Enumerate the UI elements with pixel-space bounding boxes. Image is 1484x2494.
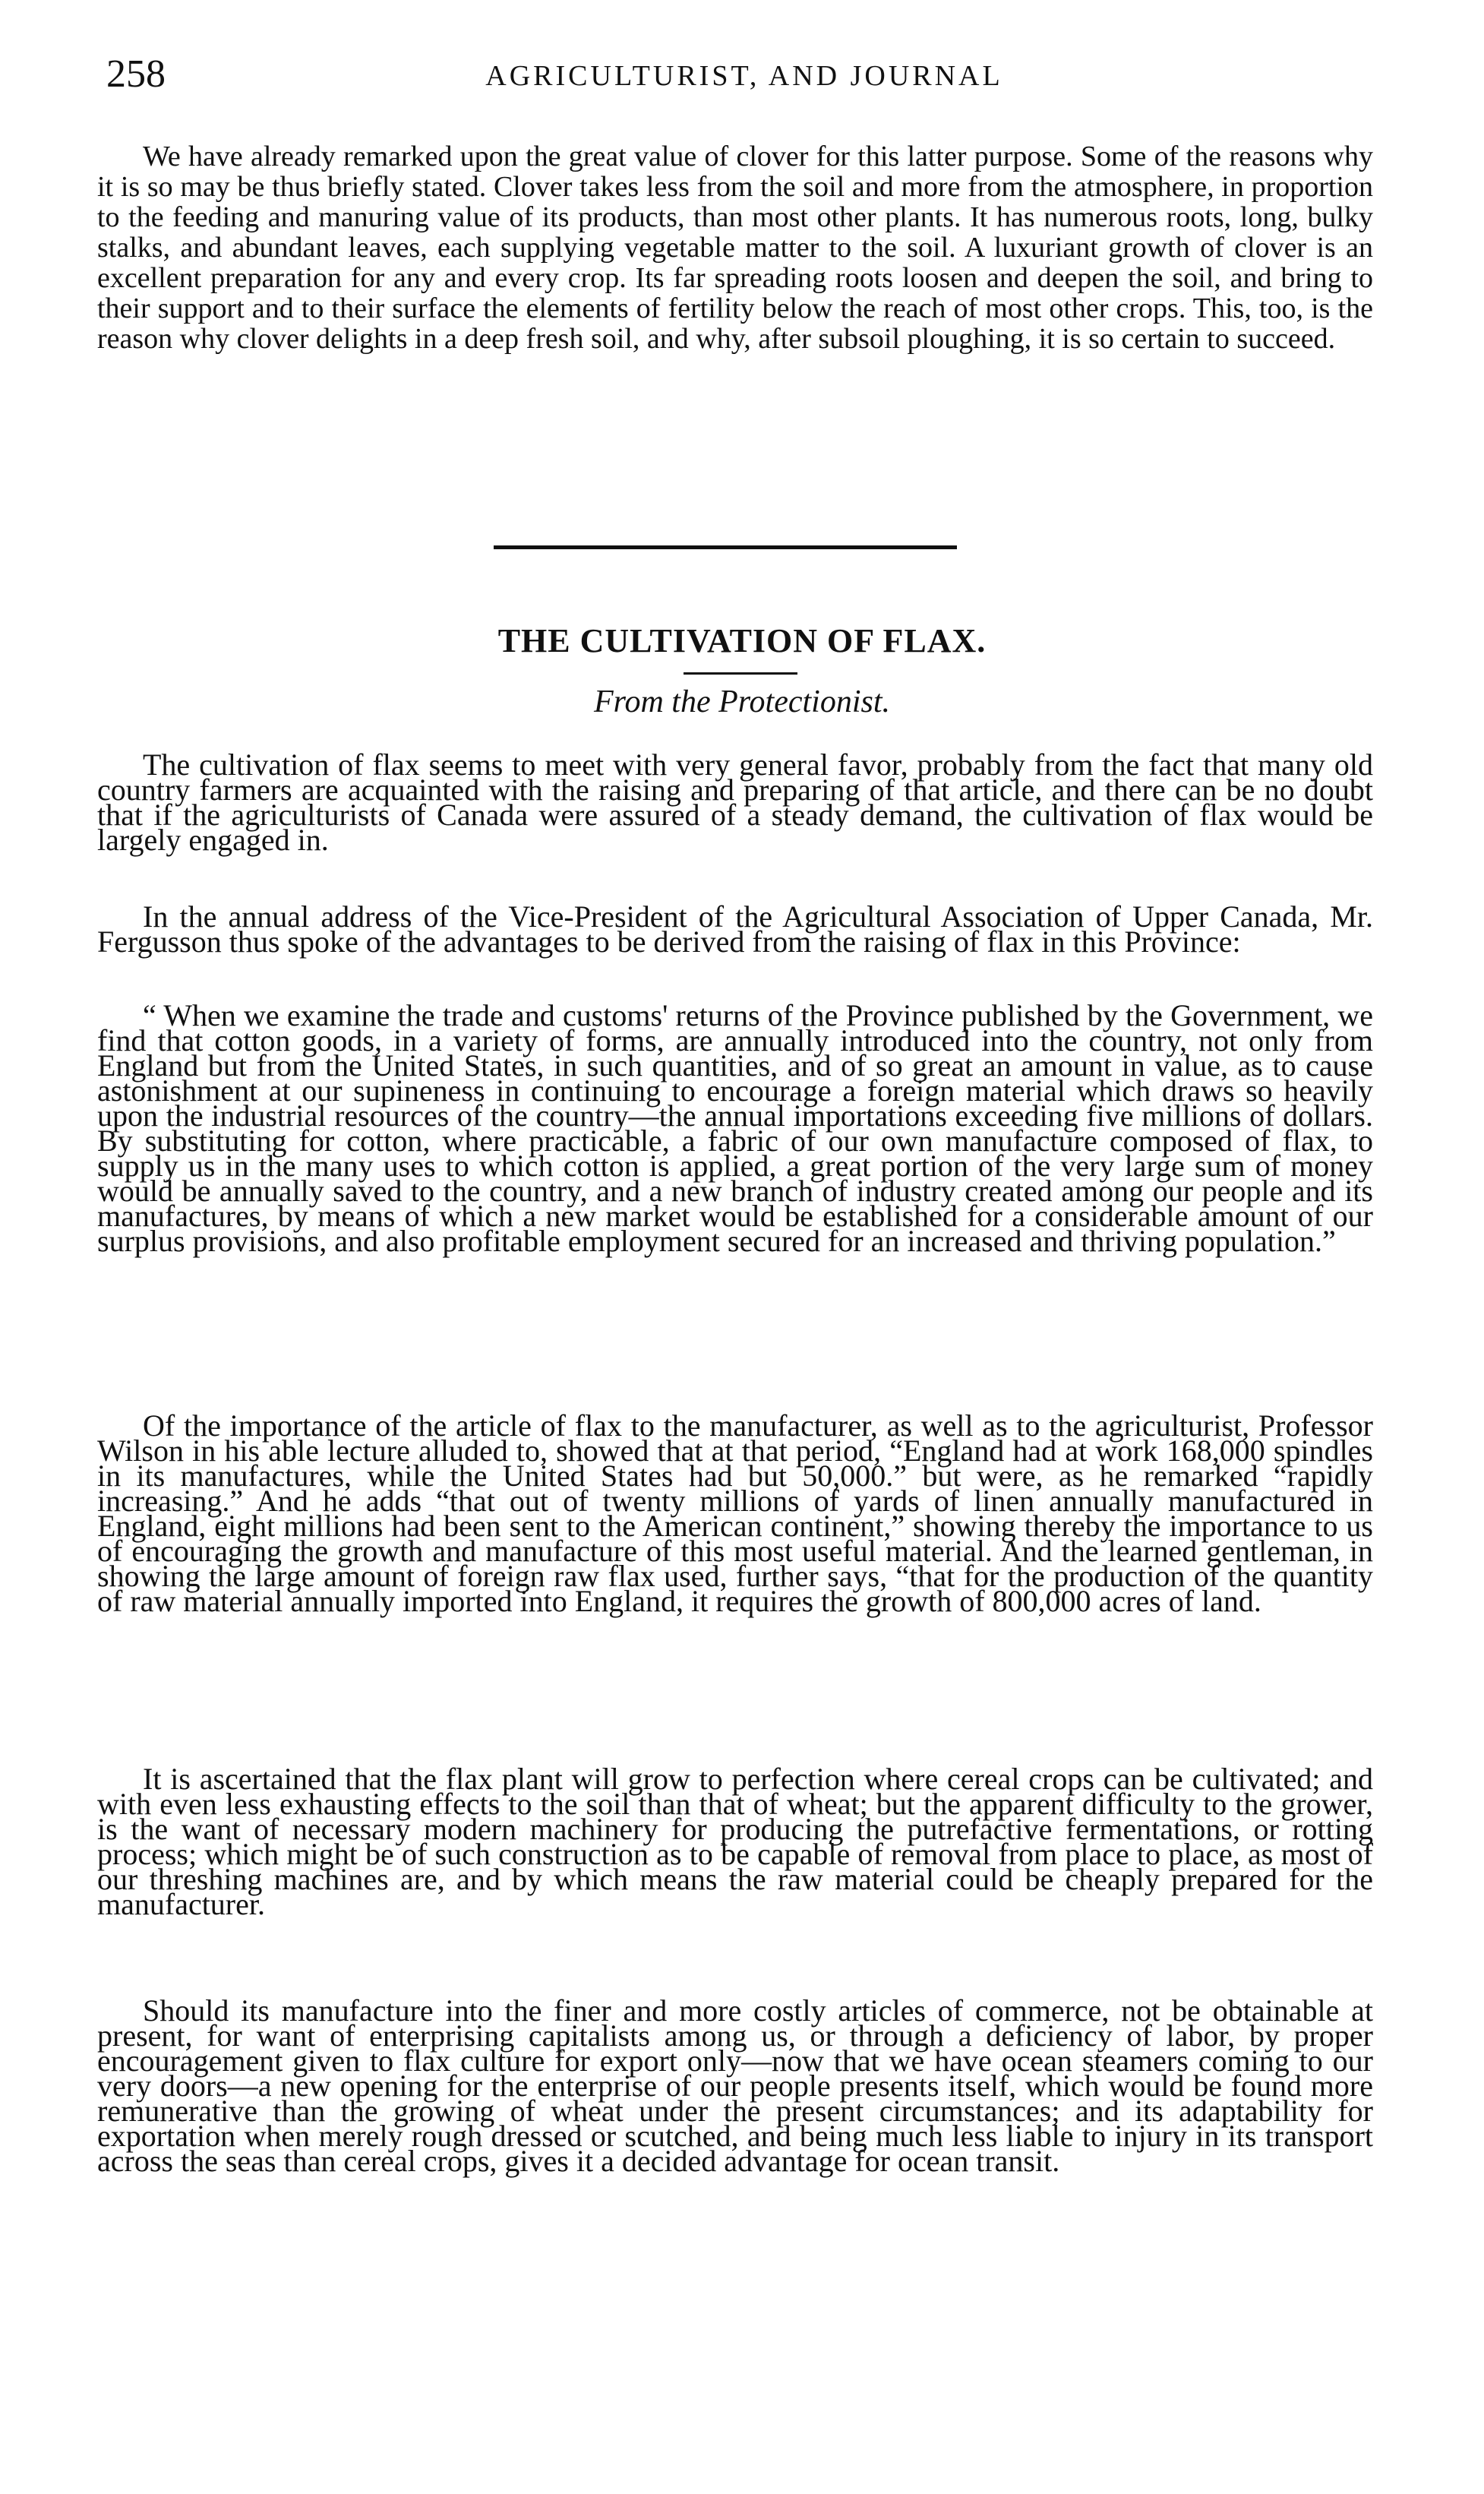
intro-paragraph: We have already remarked upon the great value of clover for this latter purpose. Some of the reasons why it is so may be thus briefly stated. Clover takes less from the soil and more from the atmosphere, in proportion to the feeding and manuring value of its products, than most other plants. It has numerous roots, long, bulky stalks, and abundant leaves, each supplying vegetable matter to the soil. A luxuriant growth of clover is an excellent preparation for any and every crop. Its far spreading roots loosen and deepen the soil, and bring to their support and to their surface the elements of fertility below the reach of most other crops. This, too, is the reason why clover delights in a deep fresh soil, and why, after subsoil ploughing, it is so certain to succeed.	[97, 141, 1373, 355]
article-quote-paragraph: “ When we examine the trade and customs' returns of the Province published by the Government, we find that cotton goods, in a variety of forms, are annually introduced into the country, not only from England but from the United States, in such quantities, and of so great an amount in value, as to cause astonishment at our supineness in continuing to encourage a foreign material which draws so heavily upon the industrial resources of the country—the annual importations exceeding five millions of dollars. By substituting for cotton, where practicable, a fabric of our own manufacture composed of flax, to supply us in the many uses to which cotton is applied, a great portion of the very large sum of money would be annually saved to the country, and a new branch of industry created among our people and its manufactures, by means of which a new market would be established for a considerable amount of our surplus provisions, and also profitable employment secured for an increased and thriving population.”	[97, 998, 1373, 1258]
page-number: 258	[106, 52, 166, 96]
title-underline	[684, 672, 797, 675]
article-paragraph-4: Of the importance of the article of flax to the manufacturer, as well as to the agriculturist, Professor Wilson in his able lecture alluded to, showed that at that period, “England had at work 168,000 spindles in its manufactures, while the United States had but 50,000.” but were, as he remarked “rapidly increasing.” And he adds “that out of twenty millions of yards of linen annually manufactured in England, eight millions had been sent to the American continent,” showing thereby the importance to us of encouraging the growth and manufacture of this most useful material. And the learned gentleman, in showing the large amount of foreign raw flax used, further says, “that for the production of the quantity of raw material annually imported into England, it requires the growth of 800,000 acres of land.	[97, 1408, 1373, 1618]
section-divider	[494, 545, 957, 549]
page-header	[106, 52, 1382, 112]
article-paragraph-2: In the annual address of the Vice-President of the Agricultural Association of Upper Canada, Mr. Fergusson thus spoke of the advantages to be derived from the raising of flax in this Province:	[97, 899, 1373, 959]
article-paragraph-5: It is ascertained that the flax plant will grow to perfection where cereal crops can be cultivated; and with even less exhausting effects to the soil than that of wheat; but the apparent difficulty to the grower, is the want of necessary modern machinery for producing the putrefactive fermentations, or rotting process; which might be of such construction as to be capable of removal from place to place, as most of our threshing machines are, and by which means the raw material could be cheaply prepared for the manufacturer.	[97, 1762, 1373, 1921]
article-paragraph-1: The cultivation of flax seems to meet with very general favor, probably from the fact that many old country farmers are acquainted with the raising and preparing of that article, and there can be no doubt that if the agriculturists of Canada were assured of a steady demand, the cultivation of flax would be largely engaged in.	[97, 748, 1373, 857]
article-paragraph-6: Should its manufacture into the finer and more costly articles of commerce, not be obtainable at present, for want of enterprising capitalists among us, or through a deficiency of labor, by proper encouragement given to flax culture for export only—now that we have ocean steamers coming to our very doors—a new opening for the enterprise of our people presents itself, which would be found more remunerative than the growing of wheat under the present circumstances; and its adaptability for exportation when merely rough dressed or scutched, and being much less liable to injury in its transport across the seas than cereal crops, gives it a decided advantage for ocean transit.	[97, 1993, 1373, 2178]
running-head: AGRICULTURIST, AND JOURNAL	[485, 60, 1003, 92]
article-title: THE CULTIVATION OF FLAX.	[497, 622, 987, 659]
article-source: From the Protectionist.	[594, 684, 890, 719]
